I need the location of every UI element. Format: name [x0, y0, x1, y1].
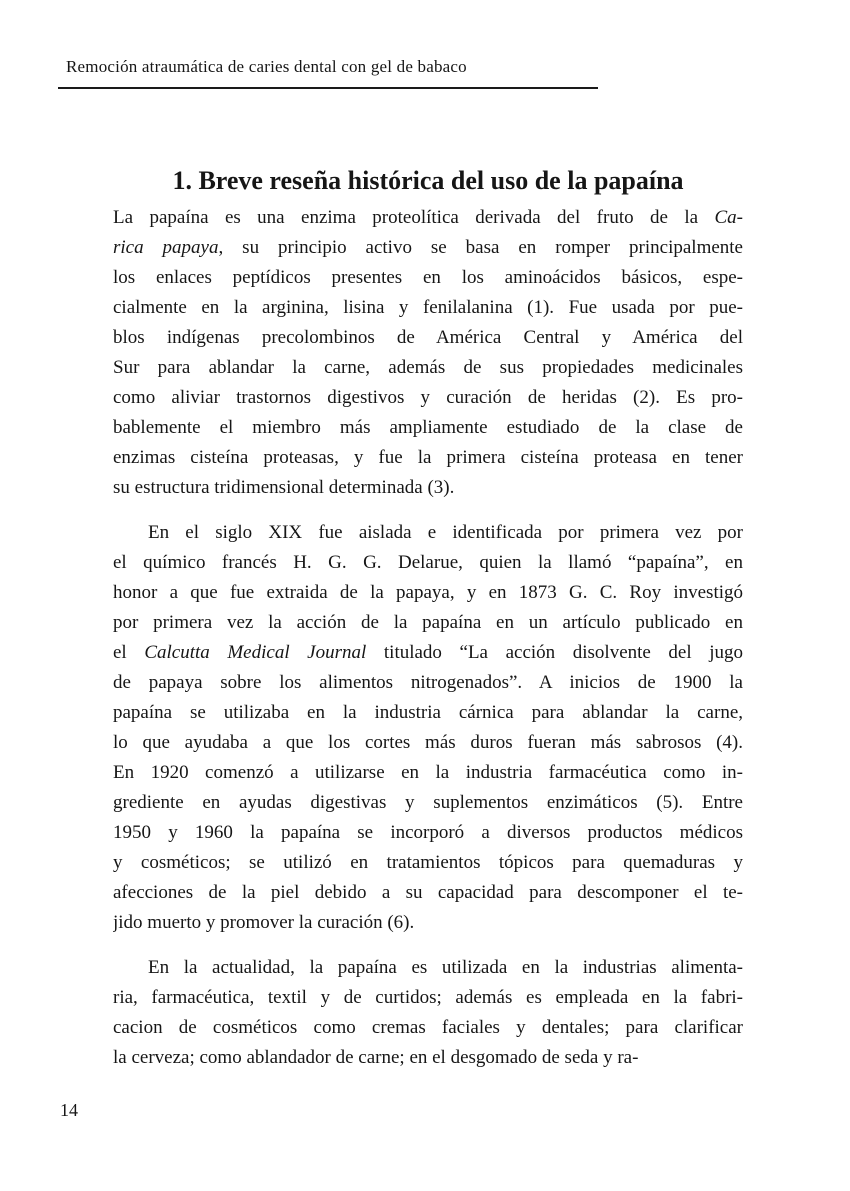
body-line [113, 908, 743, 938]
text-run: de papaya sobre los alimentos nitrogenados”. A inicios de 1900 la [113, 672, 743, 693]
body-line [113, 1013, 743, 1043]
body-line [113, 983, 743, 1013]
page-number: 14 [60, 1100, 78, 1120]
running-header: Remoción atraumática de caries dental con gel de babaco [66, 57, 467, 76]
text-run: bablemente el miembro más ampliamente estudiado de la clase de [113, 417, 743, 438]
text-run: honor a que fue extraida de la papaya, y en 1873 G. C. Roy investigó [113, 582, 743, 603]
body-line [113, 413, 743, 443]
text-run: su estructura tridimensional determinada (3). [113, 477, 455, 498]
text-run: , su principio activo se basa en romper principalmente [218, 237, 743, 258]
paragraph [113, 203, 743, 503]
text-run: enzimas cisteína proteasas, y fue la primera cisteína proteasa en tener [113, 447, 743, 468]
section-title: 1. Breve reseña histórica del uso de la papaína [172, 166, 684, 196]
body-line [113, 233, 743, 263]
text-run: blos indígenas precolombinos de América Central y América del [113, 327, 743, 348]
text-run: por primera vez la acción de la papaína en un artículo publicado en [113, 612, 743, 633]
body-line [113, 953, 743, 983]
text-run: el químico francés H. G. G. Delarue, quien la llamó “papaína”, en [113, 552, 743, 573]
paragraph [113, 953, 743, 1073]
body-line [113, 383, 743, 413]
text-run: En 1920 comenzó a utilizarse en la industria farmacéutica como in- [113, 762, 743, 783]
text-run: En la actualidad, la papaína es utilizada en la industrias alimenta- [148, 957, 743, 978]
body-line [113, 1043, 743, 1073]
text-run: la cerveza; como ablandador de carne; en el desgomado de seda y ra- [113, 1047, 639, 1068]
text-run: los enlaces peptídicos presentes en los aminoácidos básicos, espe- [113, 267, 743, 288]
text-run: Sur para ablandar la carne, además de sus propiedades medicinales [113, 357, 743, 378]
body-line [113, 818, 743, 848]
text-run: grediente en ayudas digestivas y suplementos enzimáticos (5). Entre [113, 792, 743, 813]
text-run: papaína se utilizaba en la industria cárnica para ablandar la carne, [113, 702, 743, 723]
text-run: y cosméticos; se utilizó en tratamientos tópicos para quemaduras y [113, 852, 743, 873]
text-run: como aliviar trastornos digestivos y curación de heridas (2). Es pro- [113, 387, 743, 408]
italic-text-run: Ca- [714, 207, 743, 228]
text-run: jido muerto y promover la curación (6). [113, 912, 415, 933]
text-run: afecciones de la piel debido a su capacidad para descomponer el te- [113, 882, 743, 903]
body-line [113, 698, 743, 728]
body-line [113, 848, 743, 878]
body-line [113, 293, 743, 323]
body-line [113, 728, 743, 758]
italic-text-run: Calcutta Medical Journal [144, 642, 367, 663]
body-text [113, 203, 743, 1073]
text-run: cacion de cosméticos como cremas faciales y dentales; para clarificar [113, 1017, 743, 1038]
body-line [113, 203, 743, 233]
text-run: titulado “La acción disolvente del jugo [366, 642, 743, 663]
body-line [113, 548, 743, 578]
header-rule [58, 87, 598, 89]
paragraph [113, 518, 743, 938]
body-line [113, 353, 743, 383]
text-run: En el siglo XIX fue aislada e identificada por primera vez por [148, 522, 743, 543]
body-line [113, 263, 743, 293]
body-line [113, 668, 743, 698]
body-line [113, 638, 743, 668]
text-run: el [113, 642, 145, 663]
body-line [113, 443, 743, 473]
text-run: 1950 y 1960 la papaína se incorporó a diversos productos médicos [113, 822, 743, 843]
body-line [113, 323, 743, 353]
body-line [113, 578, 743, 608]
text-run: lo que ayudaba a que los cortes más duros fueran más sabrosos (4). [113, 732, 743, 753]
body-line [113, 788, 743, 818]
body-line [113, 473, 743, 503]
body-line [113, 878, 743, 908]
italic-text-run: rica papaya [113, 237, 219, 258]
body-line [113, 758, 743, 788]
text-run: cialmente en la arginina, lisina y fenilalanina (1). Fue usada por pue- [113, 297, 743, 318]
text-run: La papaína es una enzima proteolítica derivada del fruto de la [113, 207, 715, 228]
body-line [113, 518, 743, 548]
text-run: ria, farmacéutica, textil y de curtidos; además es empleada en la fabri- [113, 987, 743, 1008]
body-line [113, 608, 743, 638]
